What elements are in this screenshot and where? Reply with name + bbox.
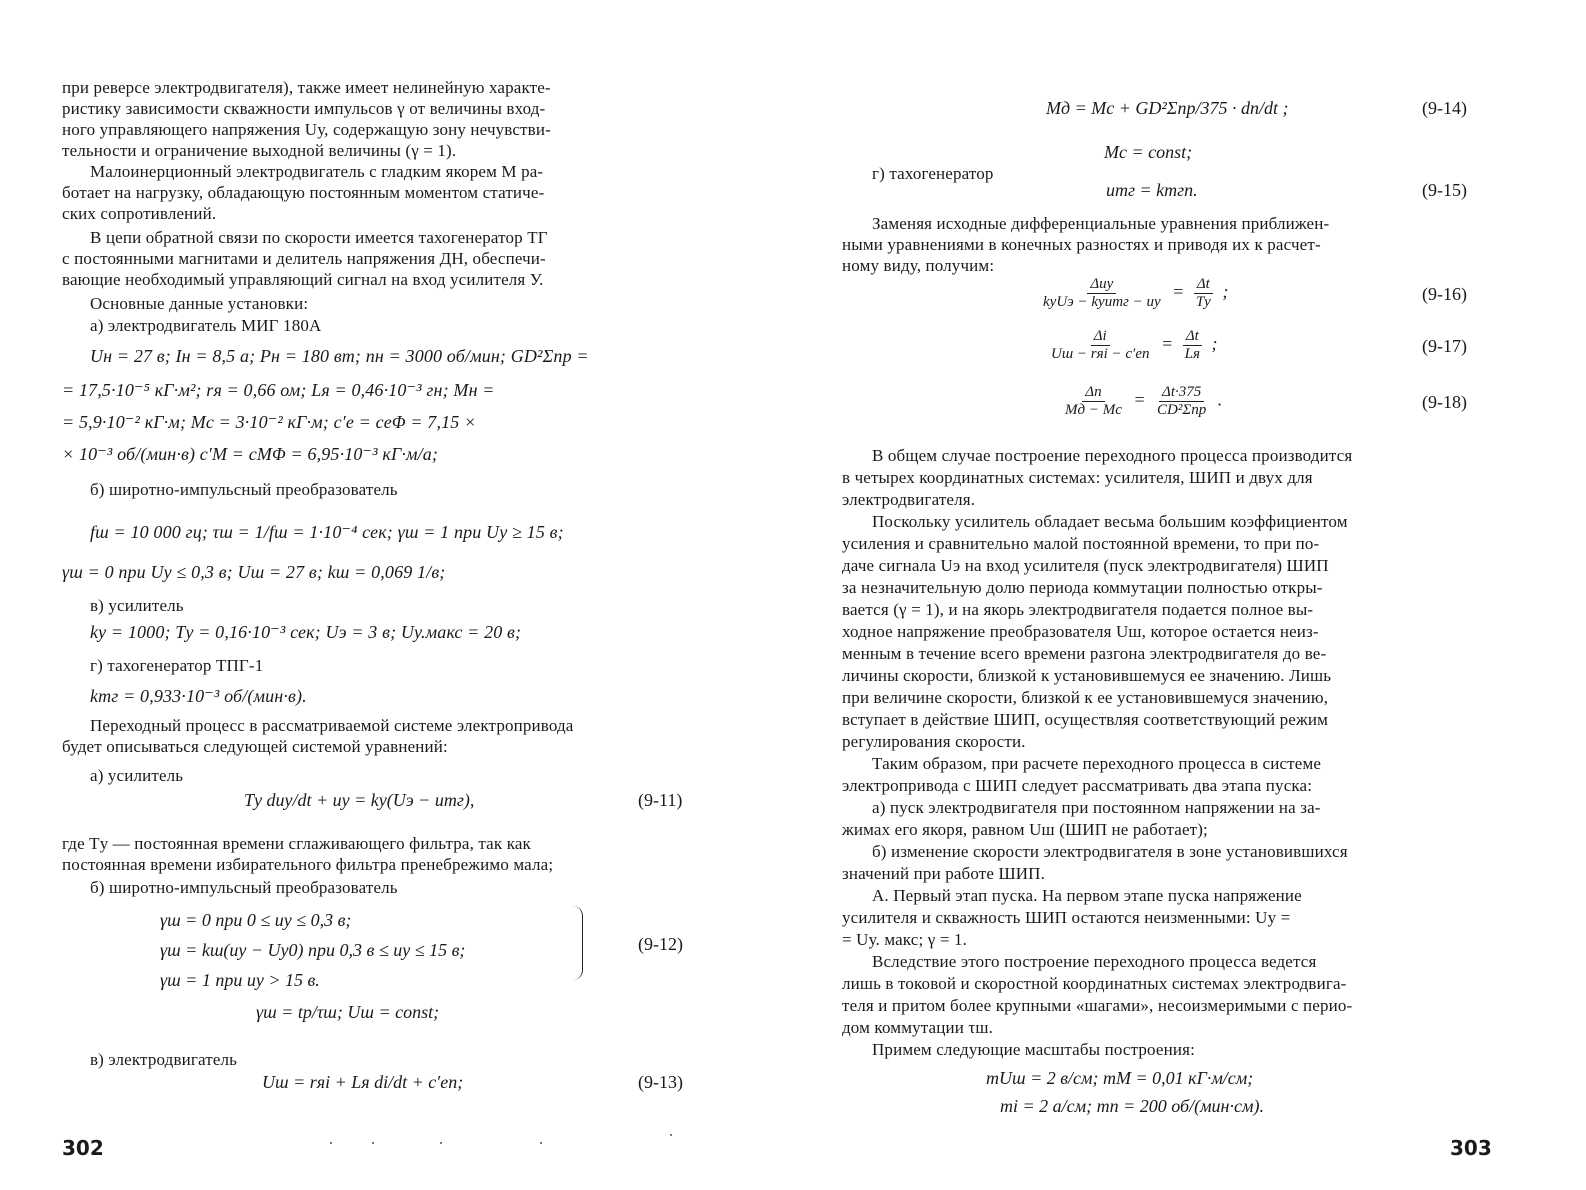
equation-9-11: Tу duу/dt + uу = kу(Uэ − uтг), bbox=[244, 790, 475, 810]
text-line: электродвигателя. bbox=[842, 490, 976, 509]
equation-9-12-line: γш = 0 при 0 ≤ uу ≤ 0,3 в; bbox=[160, 910, 352, 930]
equation-label: (9-17) bbox=[1422, 336, 1467, 356]
equation-9-13: Uш = rяi + Lя di/dt + c′en; bbox=[262, 1072, 464, 1092]
text-line: г) тахогенератор ТПГ-1 bbox=[90, 656, 264, 675]
fraction-numerator: Δt·375 bbox=[1159, 384, 1204, 402]
text-line: вступает в действие ШИП, осуществляя соответствующий режим bbox=[842, 710, 1329, 729]
equation-9-16: $\frac{\text{Δuу}}{\text{kуUэ − kуuтг − uу}}$ = $\frac{\Delta t}{Tу}$ ; bbox=[1036, 276, 1228, 311]
formula-line: γш = 0 при Uу ≤ 0,3 в; Uш = 27 в; kш = 0,069 1/в; bbox=[62, 562, 446, 582]
fraction-numerator: Δt bbox=[1194, 276, 1213, 294]
text-line: б) широтно-импульсный преобразователь bbox=[90, 878, 398, 897]
text-line: лишь в токовой и скоростной координатных системах электродвига- bbox=[842, 974, 1347, 993]
text-line: будет описываться следующей системой уравнений: bbox=[62, 737, 448, 756]
text-line: усиления и сравнительно малой постоянной времени, то при по- bbox=[842, 534, 1320, 553]
scan-speck bbox=[440, 1142, 442, 1144]
text-line: электропривода с ШИП следует рассматривать два этапа пуска: bbox=[842, 776, 1313, 795]
page-number: 302 bbox=[62, 1136, 104, 1160]
text-line: в) электродвигатель bbox=[90, 1050, 238, 1069]
text-line: ного управляющего напряжения Uу, содержащую зону нечувстви- bbox=[62, 120, 551, 139]
scan-speck bbox=[540, 1142, 542, 1144]
right-page bbox=[800, 0, 1586, 1190]
text-line: значений при работе ШИП. bbox=[842, 864, 1046, 883]
text-line: за незначительную долю периода коммутации полностью откры- bbox=[842, 578, 1323, 597]
text-line: Вследствие этого построение переходного процесса ведется bbox=[872, 952, 1317, 971]
formula-line: kтг = 0,933·10⁻³ об/(мин·в). bbox=[90, 686, 307, 706]
page-number: 303 bbox=[1450, 1136, 1492, 1160]
left-page bbox=[0, 0, 780, 1190]
text-line: ными уравнениями в конечных разностях и приводя их к расчет- bbox=[842, 235, 1321, 254]
text-line: ристику зависимости скважности импульсов γ от величины вход- bbox=[62, 99, 546, 118]
text-line: при величине скорости, близкой к ее установившемуся значению, bbox=[842, 688, 1329, 707]
equation-9-17: $\frac{\Delta i}{\text{Uш − rяi − c′en}}$ = $\frac{\Delta t}{Lя}$ ; bbox=[1044, 328, 1217, 363]
text-line: менным в течение всего времени разгона электродвигателя до ве- bbox=[842, 644, 1327, 663]
text-line: дом коммутации τш. bbox=[842, 1018, 994, 1037]
equation-9-15: uтг = kтгn. bbox=[1106, 180, 1198, 200]
equation-9-12-line: γш = 1 при uу > 15 в. bbox=[160, 970, 320, 990]
scan-speck bbox=[330, 1142, 332, 1144]
fraction-denominator: kуUэ − kуuтг − uу bbox=[1043, 294, 1161, 310]
text-line: ботает на нагрузку, обладающую постоянным моментом статиче- bbox=[62, 183, 545, 202]
text-line: Таким образом, при расчете переходного процесса в системе bbox=[872, 754, 1322, 773]
formula-line: × 10⁻³ об/(мин·в) c′M = cMΦ = 6,95·10⁻³ кГ·м/а; bbox=[62, 444, 439, 464]
text-line: даче сигнала Uэ на вход усилителя (пуск электродвигателя) ШИП bbox=[842, 556, 1329, 575]
text-line: = Uу. макс; γ = 1. bbox=[842, 930, 968, 949]
text-line: тельности и ограничение выходной величины (γ = 1). bbox=[62, 141, 457, 160]
text-line: а) электродвигатель МИГ 180А bbox=[90, 316, 322, 335]
text-line: усилителя и скважность ШИП остаются неизменными: Uу = bbox=[842, 908, 1291, 927]
fraction-numerator: Δuу bbox=[1087, 276, 1116, 294]
text-line: В общем случае построение переходного процесса производится bbox=[872, 446, 1353, 465]
text-line: где Tу — постоянная времени сглаживающего фильтра, так как bbox=[62, 834, 531, 853]
text-line: б) широтно-импульсный преобразователь bbox=[90, 480, 398, 499]
text-line: а) усилитель bbox=[90, 766, 184, 785]
equation-mc: Mс = const; bbox=[1104, 142, 1193, 162]
text-line: ходное напряжение преобразователя Uш, которое остается неиз- bbox=[842, 622, 1319, 641]
text-line: Основные данные установки: bbox=[90, 294, 309, 313]
text-line: б) изменение скорости электродвигателя в зоне установившихся bbox=[872, 842, 1348, 861]
text-line: вающие необходимый управляющий сигнал на вход усилителя У. bbox=[62, 270, 544, 289]
text-line: Переходный процесс в рассматриваемой системе электропривода bbox=[90, 716, 574, 735]
equation-label: (9-11) bbox=[638, 790, 683, 810]
scale-line: mi = 2 а/см; mn = 200 об/(мин·см). bbox=[1000, 1096, 1264, 1116]
equation-9-18: $\frac{\Delta n}{Mд - Mс}$ = $\frac{\Delta t\cdot 375}{\text{CD²Σпр}}$ . bbox=[1058, 384, 1222, 419]
equation-9-12-line: γш = kш(uу − Uу0) при 0,3 в ≤ uу ≤ 15 в; bbox=[160, 940, 466, 960]
scan-speck bbox=[670, 1134, 672, 1136]
equation-label: (9-16) bbox=[1422, 284, 1467, 304]
text-line: г) тахогенератор bbox=[872, 164, 994, 183]
equation-label: (9-18) bbox=[1422, 392, 1467, 412]
text-line: жимах его якоря, равном Uш (ШИП не работает); bbox=[842, 820, 1208, 839]
equation-9-12-line: γш = tр/τш; Uш = const; bbox=[256, 1002, 440, 1022]
equation-label: (9-13) bbox=[638, 1072, 683, 1092]
text-line: а) пуск электродвигателя при постоянном напряжении на за- bbox=[872, 798, 1321, 817]
text-line: Поскольку усилитель обладает весьма большим коэффициентом bbox=[872, 512, 1348, 531]
text-line: постоянная времени избирательного фильтра пренебрежимо мала; bbox=[62, 855, 554, 874]
fraction-numerator: Δn bbox=[1082, 384, 1104, 402]
equation-label: (9-12) bbox=[638, 934, 683, 954]
text-line: А. Первый этап пуска. На первом этапе пуска напряжение bbox=[872, 886, 1302, 905]
text-line: ских сопротивлений. bbox=[62, 204, 217, 223]
equation-label: (9-14) bbox=[1422, 98, 1467, 118]
text-line: Заменяя исходные дифференциальные уравнения приближен- bbox=[872, 214, 1330, 233]
equation-9-14: Mд = Mс + GD²Σпр/375 · dn/dt ; bbox=[1046, 98, 1289, 118]
formula-line: Uн = 27 в; Iн = 8,5 а; Pн = 180 вт; nн = 3000 об/мин; GD²Σпр = bbox=[90, 346, 589, 366]
text-line: Примем следующие масштабы построения: bbox=[872, 1040, 1195, 1059]
text-line: при реверсе электродвигателя), также имеет нелинейную характе- bbox=[62, 78, 551, 97]
fraction-numerator: Δt bbox=[1183, 328, 1202, 346]
fraction-denominator: Uш − rяi − c′en bbox=[1051, 346, 1150, 362]
text-line: личины скорости, близкой к установившемуся ее значению. Лишь bbox=[842, 666, 1332, 685]
formula-line: = 5,9·10⁻² кГ·м; Mс = 3·10⁻² кГ·м; c′e = ceΦ = 7,15 × bbox=[62, 412, 477, 432]
text-line: ному виду, получим: bbox=[842, 256, 995, 275]
fraction-denominator: Mд − Mс bbox=[1065, 402, 1122, 418]
formula-line: kу = 1000; Tу = 0,16·10⁻³ сек; Uэ = 3 в; Uу.макс = 20 в; bbox=[90, 622, 522, 642]
scan-speck bbox=[372, 1142, 374, 1144]
fraction-numerator: Δi bbox=[1091, 328, 1110, 346]
text-line: с постоянными магнитами и делитель напряжения ДН, обеспечи- bbox=[62, 249, 546, 268]
equation-brace bbox=[572, 906, 583, 980]
text-line: В цепи обратной связи по скорости имеется тахогенератор ТГ bbox=[90, 228, 548, 247]
text-line: в четырех координатных системах: усилителя, ШИП и двух для bbox=[842, 468, 1313, 487]
text-line: вается (γ = 1), и на якорь электродвигателя подается полное вы- bbox=[842, 600, 1314, 619]
fraction-denominator: Tу bbox=[1195, 294, 1211, 310]
scale-line: mUш = 2 в/см; mM = 0,01 кГ·м/см; bbox=[986, 1068, 1254, 1088]
fraction-denominator: CD²Σпр bbox=[1157, 402, 1207, 418]
text-line: теля и притом более крупными «шагами», несоизмеримыми с перио- bbox=[842, 996, 1353, 1015]
text-line: Малоинерционный электродвигатель с гладким якорем М ра- bbox=[90, 162, 544, 181]
equation-label: (9-15) bbox=[1422, 180, 1467, 200]
formula-line: fш = 10 000 гц; τш = 1/fш = 1·10⁻⁴ сек; γш = 1 при Uу ≥ 15 в; bbox=[90, 522, 564, 542]
text-line: регулирования скорости. bbox=[842, 732, 1026, 751]
fraction-denominator: Lя bbox=[1184, 346, 1200, 362]
formula-line: = 17,5·10⁻⁵ кГ·м²; rя = 0,66 ом; Lя = 0,46·10⁻³ гн; Mн = bbox=[62, 380, 495, 400]
text-line: в) усилитель bbox=[90, 596, 184, 615]
